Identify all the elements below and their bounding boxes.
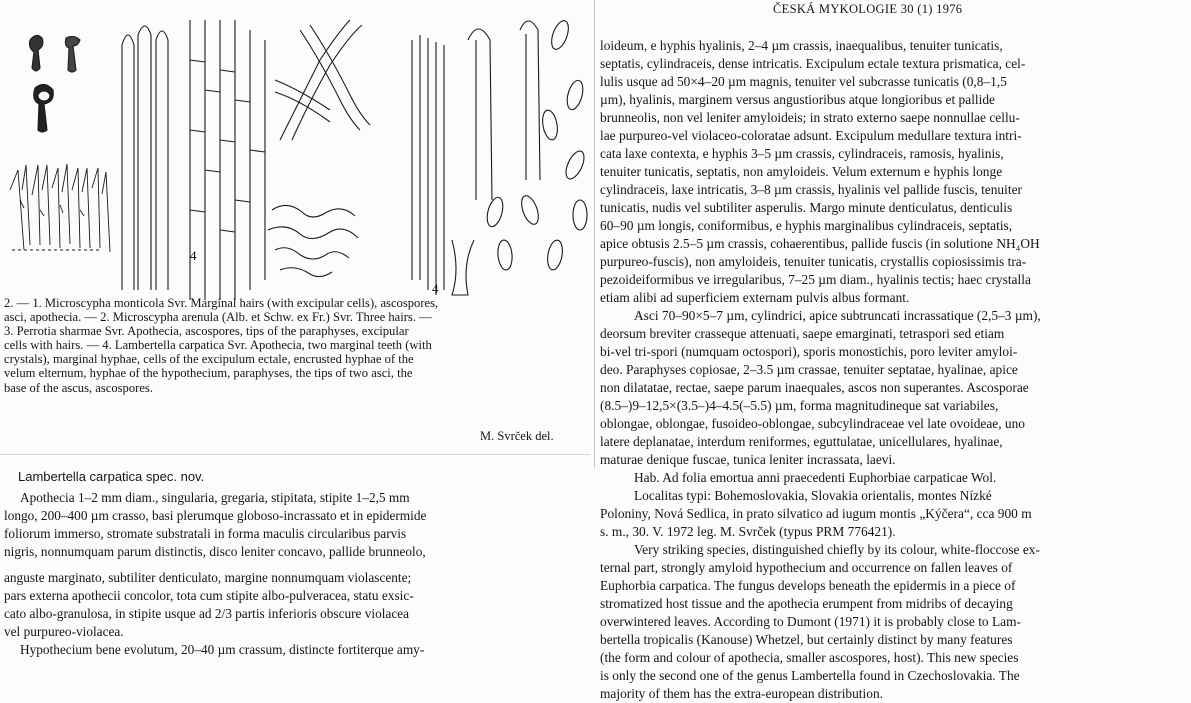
text-line: 60–90 µm longis, coniformibus, e hyphis marginalibus cylindraceis, septatis, — [600, 218, 1013, 233]
text-line: Hypothecium bene evolutum, 20–40 µm crassum, distincte fortiterque amy- — [20, 642, 425, 657]
text-line: pezoideiformibus ve irregularibus, 7–25 µm diam., hyalinis tectis; haec crystalla — [600, 272, 1031, 287]
hairs-drawing — [10, 164, 110, 252]
hyphae-drawing — [275, 20, 370, 140]
text-line: Asci 70–90×5–7 µm, cylindrici, apice subtruncati incrassatique (2,5–3 µm), — [634, 308, 1041, 323]
text-line: overwintered leaves. According to Dumont (1971) it is probably close to Lam- — [600, 614, 1021, 629]
text-line: (the form and colour of apothecia, smaller ascospores, host). This new species — [600, 650, 1019, 665]
figure-label-4b: 4 — [432, 281, 439, 296]
caption-line: asci, apothecia. — 2. Microscypha arenula (Alb. et Schw. ex Fr.) Svr. Three hairs. — — [4, 310, 432, 325]
text-line: stromatized host tissue and the apothecia erumpent from midribs of decaying — [600, 596, 1013, 611]
text-line: foliorum immerso, stromate substratali in forma maculis circularibus parvis — [4, 526, 407, 541]
column-divider — [594, 0, 595, 468]
species-description-left — [4, 468, 580, 659]
ascospores-drawing — [484, 19, 587, 271]
text-line: µm), hyalinis, marginem versus angustioribus atque longioribus et pallide — [600, 92, 995, 107]
text-line: purpureo-fuscis), non amyloideis, tenuiter tunicatis, crystallis copiosissimis tra- — [600, 254, 1027, 269]
text-line: cato albo-granulosa, in stipite usque ad 2/3 partis inferioris obscure violacea — [4, 606, 410, 621]
text-line: deo. Paraphyses copiosae, 2–3.5 µm crassae, tenuiter septatae, hyalinae, apice — [600, 362, 1018, 377]
text-line: bertella tropicalis (Kanouse) Whetzel, but certainly distinct by many features — [600, 632, 1013, 647]
locality-line: Localitas typi: Bohemoslovakia, Slovakia orientalis, montes Nízké — [634, 488, 992, 503]
text-line: etiam alibi ad superficiem externam pulvis albus formant. — [600, 290, 910, 305]
text-line: latere deplanatae, interdum reniformes, eguttulatae, unicellulares, hyalinae, — [600, 434, 1003, 449]
illustrator-credit: M. Svrček del. — [480, 429, 554, 443]
text-line: maturae denique fuscae, tunica leniter incrassata, laevi. — [600, 452, 896, 467]
text-line: lae purpureo-vel violaceo-coloratae adsunt. Excipulum medullare textura intri- — [600, 128, 1022, 143]
running-header: ČESKÁ MYKOLOGIE 30 (1) 1976 — [773, 2, 963, 16]
species-description-right — [600, 37, 1185, 703]
text-line: non dilatatae, rectae, saepe parum inaequales, ascos non superantes. Ascosporae — [600, 380, 1029, 395]
text-line: oblongae, oblongae, fusoideo-oblongae, subcylindraceae vel late ovoideae, uno — [600, 416, 1026, 431]
paraphyses-drawing — [122, 26, 168, 290]
text-line: pars externa apothecii concolor, tota cum stipite albo-pulveracea, statu exsic- — [4, 588, 414, 603]
species-title: Lambertella carpatica spec. nov. — [18, 469, 205, 484]
text-line: (8.5–)9–12,5×(3.5–)4–4.5(–5.5) µm, forma magnitudineque sat variabiles, — [600, 398, 999, 413]
text-line: loideum, e hyphis hyalinis, 2–4 µm crassis, inaequalibus, tenuiter tunicatis, — [600, 38, 1003, 53]
text-line: nigris, nonnumquam parum distinctis, disco leniter concavo, pallide brunneolo, — [4, 544, 426, 559]
text-line: majority of them has the extra-european distribution. — [600, 686, 883, 701]
caption-line: crystals), marginal hyphae, cells of the excipulum ectale, encrusted hyphae of the — [4, 352, 414, 367]
caption-line: 2. — 1. Microscypha monticola Svr. Marginal hairs (with excipular cells), ascospores, — [4, 296, 439, 310]
text-line: bi-vel tri-spori (numquam octospori), sporis monostichis, poro leviter amyloi- — [600, 344, 1018, 359]
text-line: brunneolis, non vel leniter amyloideis; in strato externo saepe nonnullae cellu- — [600, 110, 1020, 125]
caption-line: velum elternum, hyphae of the hypothecium, paraphyses, the tips of two asci, the — [4, 366, 413, 381]
section-divider — [0, 454, 590, 455]
text-line: longo, 200–400 µm crasso, basi plerumque globoso-incrassato et in epidermide — [4, 508, 427, 523]
figure-plate — [0, 0, 590, 305]
caption-line: 3. Perrotia sharmae Svr. Apothecia, ascospores, tips of the paraphyses, excipular — [4, 324, 409, 339]
text-line: Apothecia 1–2 mm diam., singularia, gregaria, stipitata, stipite 1–2,5 mm — [20, 490, 410, 505]
apothecia-drawing — [30, 35, 81, 132]
text-line: Euphorbia carpatica. The fungus develops beneath the epidermis in a piece of — [600, 578, 1016, 593]
text-line: deorsum breviter crasseque attenuati, saepe emarginati, tetraspori sed etiam — [600, 326, 1005, 341]
caption-line: base of the ascus, ascospores. — [4, 380, 153, 395]
figure-label-4a: 4 — [190, 248, 197, 263]
text-line: tunicatis, nudis vel subtiliter asperulis. Margo minute denticulatus, denticulis — [600, 200, 1013, 215]
excipular-cells-drawing — [190, 20, 265, 300]
text-line: cylindraceis, laxe intricatis, 3–8 µm crassis, hyalinis vel pallide fuscis, tenuiter — [600, 182, 1022, 197]
text-line: Very striking species, distinguished chiefly by its colour, white-floccose ex- — [634, 542, 1040, 557]
text-line: tenuiter tunicatis, septatis, non amyloideis. Velum externum e hyphis longe — [600, 164, 1003, 179]
asci-drawing — [412, 21, 540, 295]
text-line: is only the second one of the genus Lambertella found in Czechoslovakia. The — [600, 668, 1020, 683]
text-line: apice obtusis 2.5–5 µm crassis, cohaerentibus, pallide fuscis (in solutione NH₄OH — [600, 236, 1040, 251]
text-line: vel purpureo-violacea. — [4, 624, 124, 639]
text-line: lulis usque ad 50×4–20 µm magnis, tenuiter vel subcrasse tunicatis (0,8–1,5 — [600, 74, 1007, 89]
text-line: Poloniny, Nová Sedlica, in prato silvatico ad iugum montis „Kýčera“, cca 900 m — [600, 506, 1032, 521]
habitat-line: Hab. Ad folia emortua anni praecedenti Euphorbiae carpaticae Wol. — [634, 470, 997, 485]
hypothecium-drawing — [268, 205, 358, 276]
text-line: anguste marginato, subtiliter denticulato, margine nonnumquam violascente; — [4, 570, 412, 585]
text-line: ternal part, strongly amyloid hypothecium and occurrence on fallen leaves of — [600, 560, 1013, 575]
text-line: s. m., 30. V. 1972 leg. M. Svrček (typus PRM 776421). — [600, 524, 896, 539]
text-line: septatis, cylindraceis, dense intricatis. Excipulum ectale textura prismatica, cel- — [600, 56, 1026, 71]
figure-caption — [4, 296, 582, 395]
caption-line: cells with hairs. — 4. Lambertella carpatica Svr. Apothecia, two marginal teeth (with — [4, 338, 432, 353]
text-line: cata laxe contexta, e hyphis 3–5 µm crassis, cylindraceis, ramosis, hyalinis, — [600, 146, 1004, 161]
